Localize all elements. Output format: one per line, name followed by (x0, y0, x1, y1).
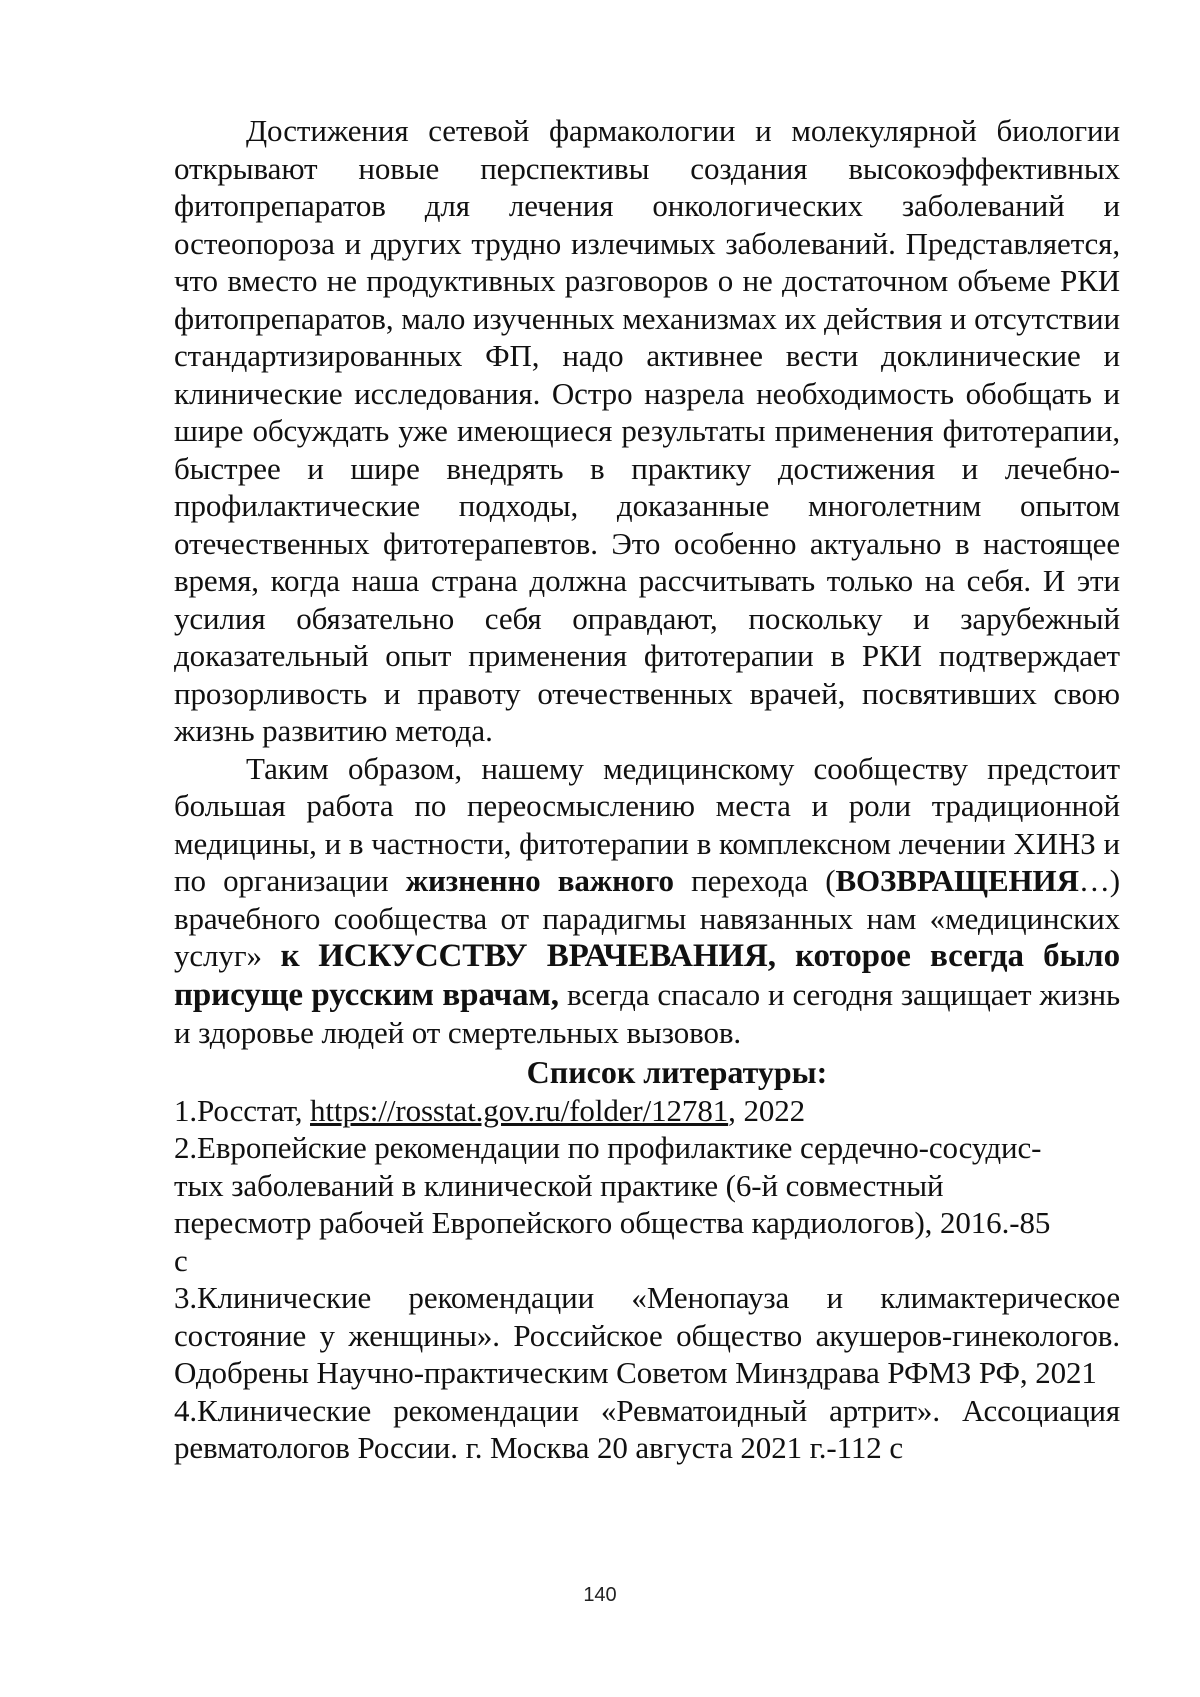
conclusion-bold-art-of-healing: ИСКУССТВУ ВРАЧЕВАНИЯ, которое всегда было присуще русским врачам, (174, 938, 1120, 1013)
conclusion-text-5: всегда спасало и сегодня защищает жизнь и здоровье людей от смертельных вызовов. (174, 976, 1120, 1050)
page-number: 140 (583, 1584, 617, 1606)
conclusion-text-4 (300, 938, 319, 973)
reference-2-line-4: с (174, 1242, 188, 1278)
conclusion-bold-return: ВОЗВРАЩЕНИЯ (835, 863, 1079, 898)
conclusion-text-1: Таким образом, нашему медицинскому сообществу предстоит большая работа по переосмыслению места и роли традиционной медицины, и в частности, фитотерапии в комплексном лечении ХИНЗ и по организации (174, 750, 1120, 898)
reference-1-suffix: , 2022 (728, 1092, 806, 1128)
reference-2-line-1: 2.Европейские рекомендации по профилактике сердечно-сосудис- (174, 1130, 1042, 1165)
reference-4: 4.Клинические рекомендации «Ревматоидный артрит». Ассоциация ревматологов России. г. Москва 20 августа 2021 г.-112 с (174, 1392, 1120, 1465)
reference-2-line-2: тых заболеваний в клинической практике (6-й совместный (174, 1167, 944, 1203)
conclusion-text-3: …) врачебного сообщества от парадигмы навязанных нам «медицинских услуг» (174, 863, 1120, 973)
reference-3: 3.Клинические рекомендации «Менопауза и климактерическое состояние у женщины». Российское общество акушеров-гинекологов. Одобрены Научно-практическим Советом Минздрава РФМЗ РФ, 2021 (174, 1280, 1120, 1390)
reference-2-line-3: пересмотр рабочей Европейского общества кардиологов), 2016.-85 (174, 1205, 1051, 1240)
conclusion-text-2: перехода ( (673, 863, 836, 898)
document-page (174, 112, 1120, 1467)
paragraph-conclusion (174, 750, 1120, 1052)
references-title: Список литературы: (526, 1053, 828, 1090)
reference-1-prefix: 1.Росстат, (174, 1092, 311, 1128)
reference-2 (174, 1129, 1120, 1279)
paragraph-network-pharmacology: Достижения сетевой фармакологии и молекулярной биологии открывают новые перспективы создания высокоэффективных фитопрепаратов для лечения онкологических заболеваний и остеопороза и других трудно излечимых заболеваний. Представляется, что вместо не продуктивных разговоров о не достаточном объеме РКИ фитопрепаратов, мало изученных механизмах их действия и отсутствии стандартизированных ФП, надо активнее вести доклинические и клинические исследования. Остро назрела необходимость обобщать и шире обсуждать уже имеющиеся результаты применения фитотерапии, быстрее и шире внедрять в практику достижения и лечебно-профилактические подходы, доказанные многолетним опытом отечественных фитотерапевтов. Это особенно актуально в настоящее время, когда наша страна должна рассчитывать только на себя. И эти усилия обязательно себя оправдают, поскольку и зарубежный доказательный опыт применения фитотерапии в РКИ подтверждает прозорливость и правоту отечественных врачей, посвятивших свою жизнь развитию метода. (174, 113, 1120, 748)
conclusion-bold-vital: жизненно важного (405, 863, 674, 898)
conclusion-bold-to: к (280, 938, 300, 974)
rosstat-link[interactable]: https://rosstat.gov.ru/folder/12781 (310, 1092, 729, 1128)
reference-1 (174, 1092, 1120, 1130)
